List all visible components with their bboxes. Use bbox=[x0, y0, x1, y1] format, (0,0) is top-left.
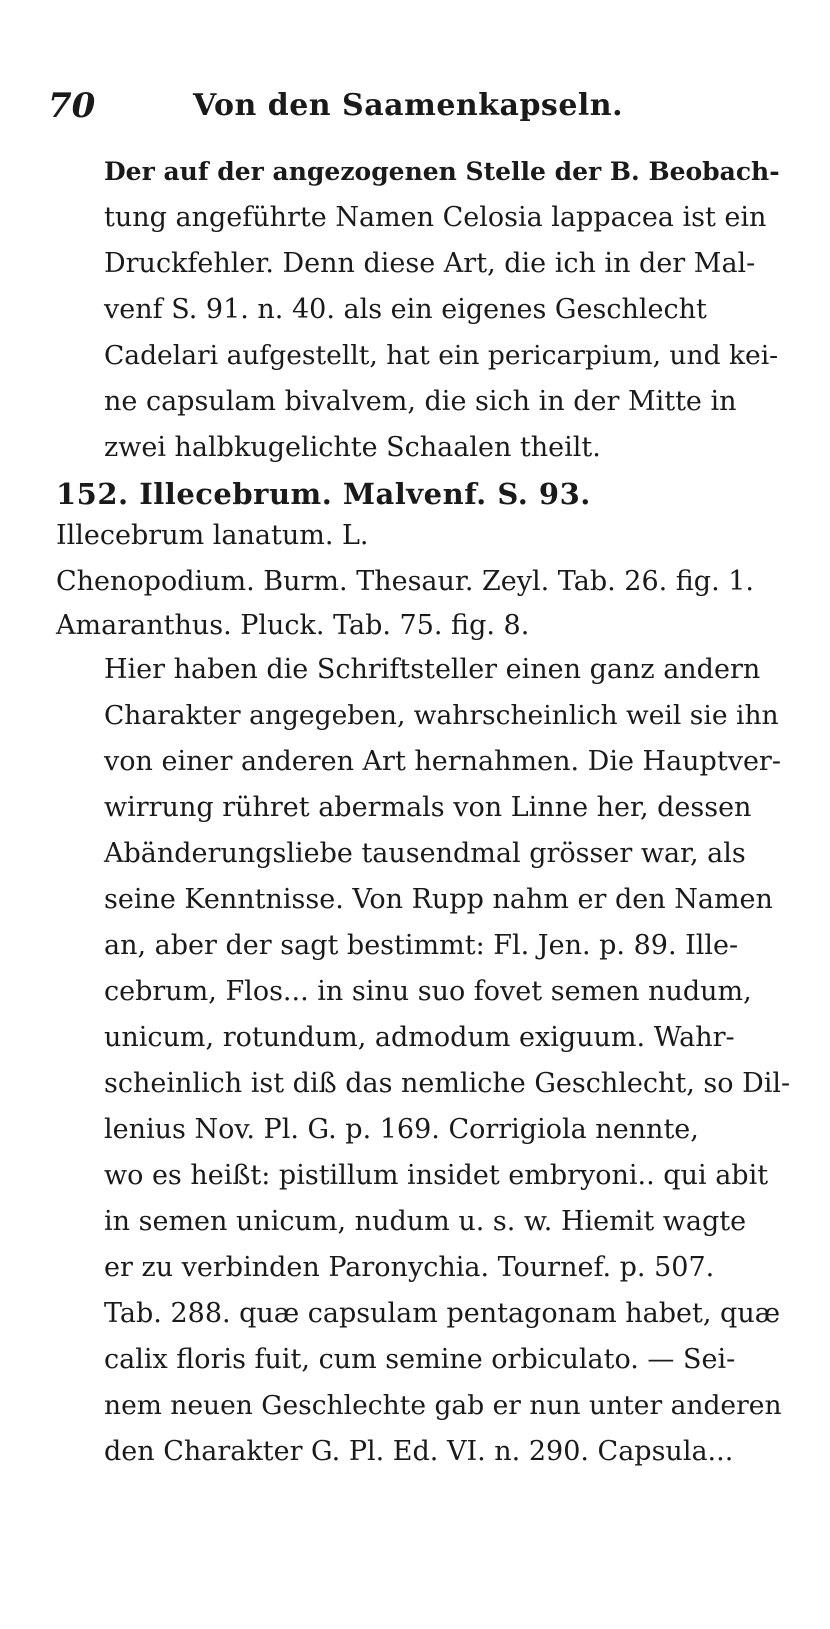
text-line: cebrum, Flos... in sinu suo fovet semen nudum, bbox=[104, 976, 752, 1007]
text-line: zwei halbkugelichte Schaalen theilt. bbox=[104, 432, 601, 463]
text-line: er zu verbinden Paronychia. Tournef. p. 507. bbox=[104, 1252, 715, 1283]
synonym-line: Illecebrum lanatum. L. bbox=[56, 520, 369, 551]
text-line: Charakter angegeben, wahrscheinlich weil sie ihn bbox=[104, 700, 779, 731]
text-line: nem neuen Geschlechte gab er nun unter anderen bbox=[104, 1390, 782, 1421]
text-line: den Charakter G. Pl. Ed. VI. n. 290. Capsula... bbox=[104, 1436, 734, 1467]
text-line: an, aber der sagt bestimmt: Fl. Jen. p. 89. Ille- bbox=[104, 930, 739, 961]
text-line: Der auf der angezogenen Stelle der B. Beobach- bbox=[104, 157, 780, 186]
text-line: wo es heißt: pistillum insidet embryoni.. qui abit bbox=[104, 1160, 769, 1191]
text-line: Tab. 288. quæ capsulam pentagonam habet, quæ bbox=[104, 1298, 781, 1329]
text-line: ne capsulam bivalvem, die sich in der Mitte in bbox=[104, 386, 737, 417]
text-line: scheinlich ist diß das nemliche Geschlecht, so Dil- bbox=[104, 1068, 791, 1099]
page-number: 70 bbox=[48, 86, 96, 126]
running-title: Von den Saamenkapseln. bbox=[192, 88, 624, 123]
text-line: wirrung rühret abermals von Linne her, dessen bbox=[104, 792, 752, 823]
text-line: Druckfehler. Denn diese Art, die ich in der Mal- bbox=[104, 248, 756, 279]
text-line: von einer anderen Art hernahmen. Die Hauptver- bbox=[104, 746, 781, 777]
text-line: seine Kenntnisse. Von Rupp nahm er den Namen bbox=[104, 884, 773, 915]
text-line: Abänderungsliebe tausendmal grösser war, als bbox=[104, 838, 746, 869]
text-line: in semen unicum, nudum u. s. w. Hiemit wagte bbox=[104, 1206, 747, 1237]
synonym-line: Amaranthus. Pluck. Tab. 75. fig. 8. bbox=[56, 610, 530, 641]
text-line: lenius Nov. Pl. G. p. 169. Corrigiola nennte, bbox=[104, 1114, 699, 1145]
text-line: tung angeführte Namen Celosia lappacea ist ein bbox=[104, 202, 767, 233]
text-line: venf S. 91. n. 40. als ein eigenes Geschlecht bbox=[104, 294, 707, 325]
synonym-line: Chenopodium. Burm. Thesaur. Zeyl. Tab. 26. fig. 1. bbox=[56, 566, 755, 597]
text-line: unicum, rotundum, admodum exiguum. Wahr- bbox=[104, 1022, 735, 1053]
text-line: Cadelari aufgestellt, hat ein pericarpium, und kei- bbox=[104, 340, 779, 371]
entry-heading: 152. Illecebrum. Malvenf. S. 93. bbox=[56, 477, 591, 511]
text-line: Hier haben die Schriftsteller einen ganz andern bbox=[104, 654, 761, 685]
text-line: calix floris fuit, cum semine orbiculato. — Sei- bbox=[104, 1344, 736, 1375]
page-header bbox=[48, 86, 768, 130]
